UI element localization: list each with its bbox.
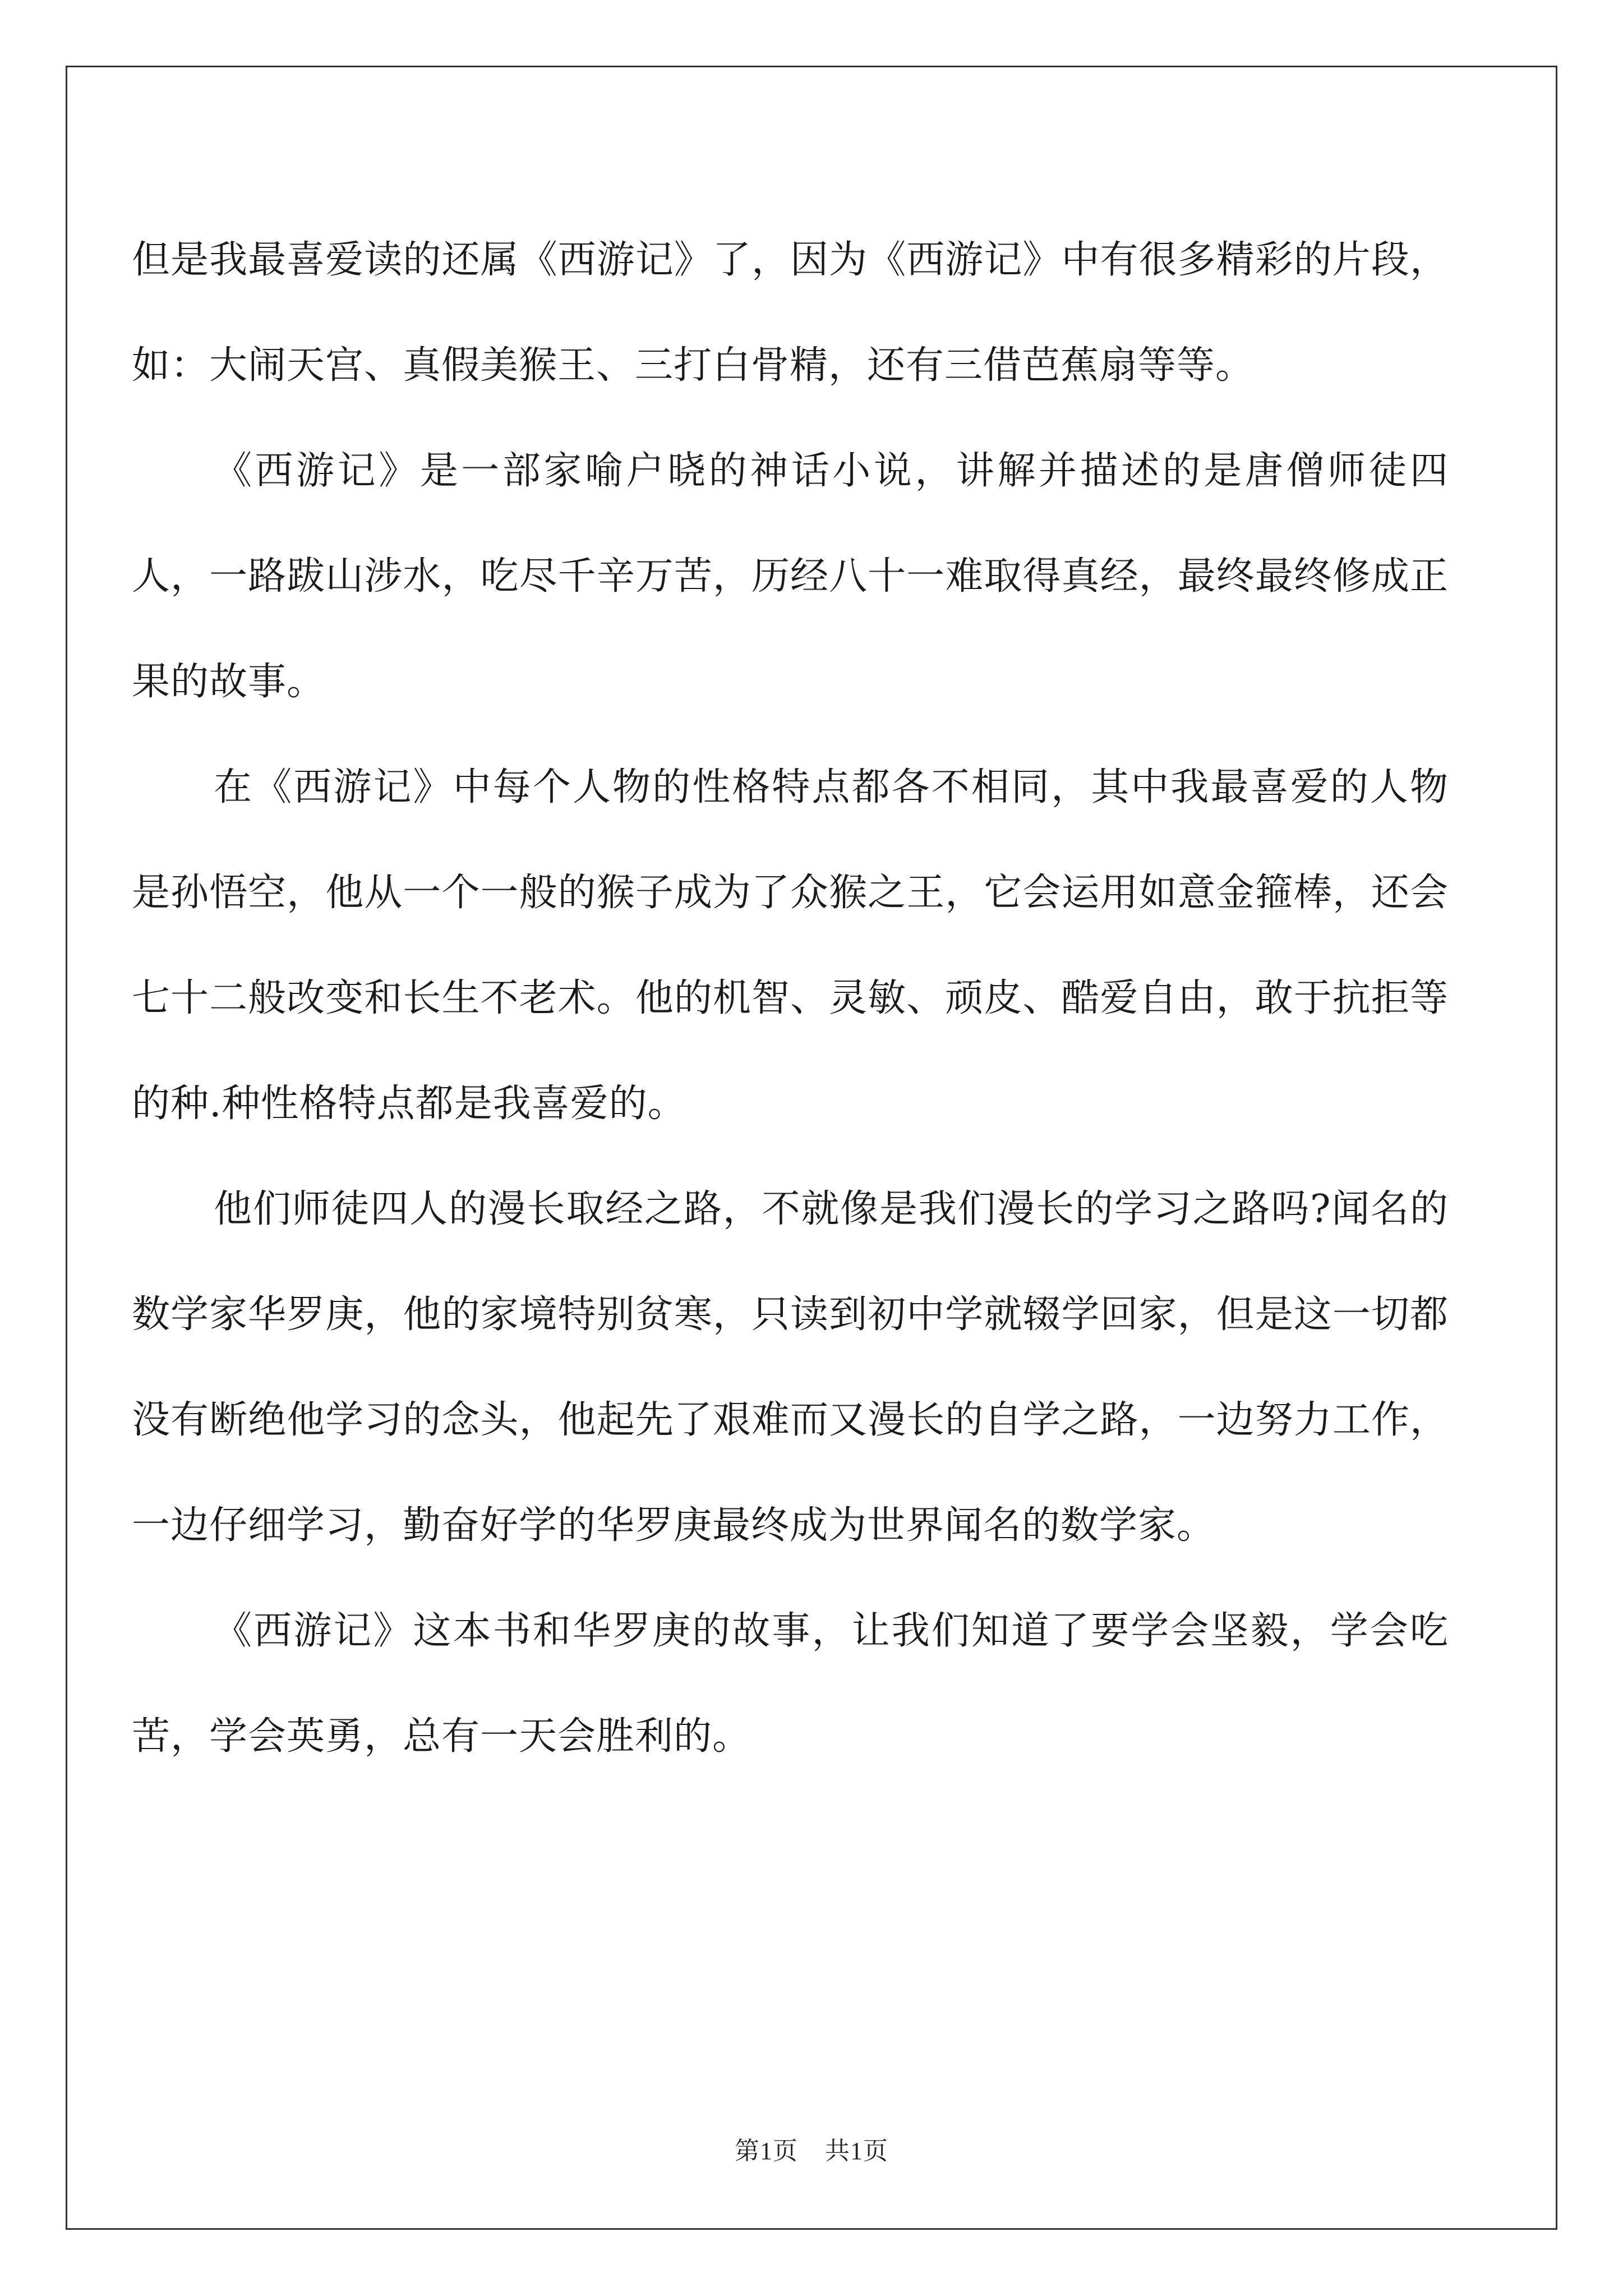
paragraph-1: 但是我最喜爱读的还属《西游记》了，因为《西游记》中有很多精彩的片段，如：大闹天宫、真假美猴王、三打白骨精，还有三借芭蕉扇等等。 (132, 238, 1449, 388)
page-footer (0, 2131, 1623, 2166)
page-number: 第1页 (735, 2137, 798, 2165)
paragraph-3: 在《西游记》中每个人物的性格特点都各不相同，其中我最喜爱的人物是孙悟空，他从一个一般的猴子成为了众猴之王，它会运用如意金箍棒，还会七十二般改变和长生不老术。他的机智、灵敏、顽皮、酷爱自由，敢于抗拒等的种.种性格特点都是我喜爱的。 (132, 765, 1449, 1126)
document-body (132, 208, 1449, 1789)
paragraph-4: 他们师徒四人的漫长取经之路，不就像是我们漫长的学习之路吗?闻名的数学家华罗庚，他的家境特别贫寒，只读到初中学就辍学回家，但是这一切都没有断绝他学习的念头，他起先了艰难而又漫长的自学之路，一边努力工作，一边仔细学习，勤奋好学的华罗庚最终成为世界闻名的数学家。 (132, 1187, 1449, 1548)
paragraph-5: 《西游记》这本书和华罗庚的故事，让我们知道了要学会坚毅，学会吃苦，学会英勇，总有一天会胜利的。 (132, 1609, 1449, 1759)
paragraph-2: 《西游记》是一部家喻户晓的神话小说，讲解并描述的是唐僧师徒四人，一路跋山涉水，吃尽千辛万苦，历经八十一难取得真经，最终最终修成正果的故事。 (132, 449, 1449, 704)
page-total: 共1页 (825, 2137, 888, 2165)
